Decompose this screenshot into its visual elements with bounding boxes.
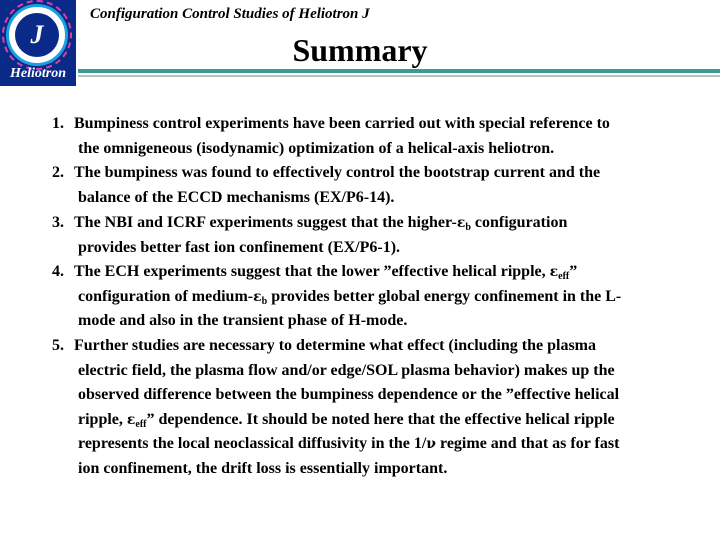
item-text-line: the omnigeneous (isodynamic) optimization of a helical-axis heliotron. bbox=[78, 139, 555, 157]
header-title: Configuration Control Studies of Heliotron J bbox=[90, 6, 370, 22]
item-number: 5. bbox=[52, 337, 64, 354]
logo-text: Heliotron bbox=[9, 66, 66, 81]
epsilon-symbol: ε bbox=[549, 264, 559, 280]
item-text-line: ion confinement, the drift loss is essentially important. bbox=[78, 460, 448, 477]
item-text-line bbox=[74, 260, 577, 285]
item-text-line: observed difference between the bumpiness dependence or the ”effective helical bbox=[78, 386, 620, 404]
item-number: 4. bbox=[52, 263, 64, 280]
subscript: eff bbox=[135, 418, 147, 430]
item-text-line: electric field, the plasma flow and/or edge/SOL plasma behavior) makes up the bbox=[78, 361, 615, 379]
item-number: 1. bbox=[52, 115, 64, 132]
item-text-line bbox=[78, 408, 615, 433]
item-text-line: provides better fast ion confinement (EX/P6-1). bbox=[78, 238, 401, 256]
text-run: ” dependence. It should be noted here that the effective helical ripple bbox=[146, 410, 615, 428]
text-run: configuration of medium- bbox=[78, 287, 254, 305]
epsilon-symbol: ε bbox=[126, 411, 136, 428]
subscript: eff bbox=[558, 271, 570, 282]
logo-letter: J bbox=[15, 13, 59, 57]
text-run: The NBI and ICRF experiments suggest that the higher- bbox=[74, 214, 457, 231]
text-run: The ECH experiments suggest that the lower ”effective helical ripple, bbox=[74, 263, 550, 280]
text-run: provides better global energy confinement in the L- bbox=[267, 287, 622, 305]
item-number: 3. bbox=[52, 214, 64, 231]
slide-title: Summary bbox=[292, 32, 428, 68]
subscript: b bbox=[465, 222, 471, 233]
item-text-line: Bumpiness control experiments have been carried out with special reference to bbox=[74, 115, 610, 132]
item-number: 2. bbox=[52, 164, 64, 181]
nu-symbol: ν bbox=[426, 436, 436, 453]
text-run: configuration bbox=[470, 214, 568, 231]
epsilon-symbol: ε bbox=[456, 215, 466, 231]
text-run: regime and that as for fast bbox=[436, 435, 620, 453]
subscript: b bbox=[261, 295, 268, 307]
epsilon-symbol: ε bbox=[253, 288, 262, 305]
title-rule-shadow bbox=[78, 75, 720, 77]
item-text-line bbox=[78, 432, 619, 457]
text-run: represents the local neoclassical diffusivity in the 1/ bbox=[78, 435, 427, 453]
item-text-line: The bumpiness was found to effectively control the bootstrap current and the bbox=[74, 164, 601, 181]
title-rule bbox=[78, 69, 720, 73]
text-run: ” bbox=[569, 263, 578, 280]
item-text-line bbox=[78, 285, 621, 310]
item-text-line bbox=[74, 211, 567, 236]
item-text-line: balance of the ECCD mechanisms (EX/P6-14). bbox=[78, 188, 395, 206]
item-text-line: mode and also in the transient phase of H-mode. bbox=[78, 312, 408, 330]
text-run: ripple, bbox=[78, 410, 127, 428]
item-text-line: Further studies are necessary to determine what effect (including the plasma bbox=[74, 337, 596, 354]
